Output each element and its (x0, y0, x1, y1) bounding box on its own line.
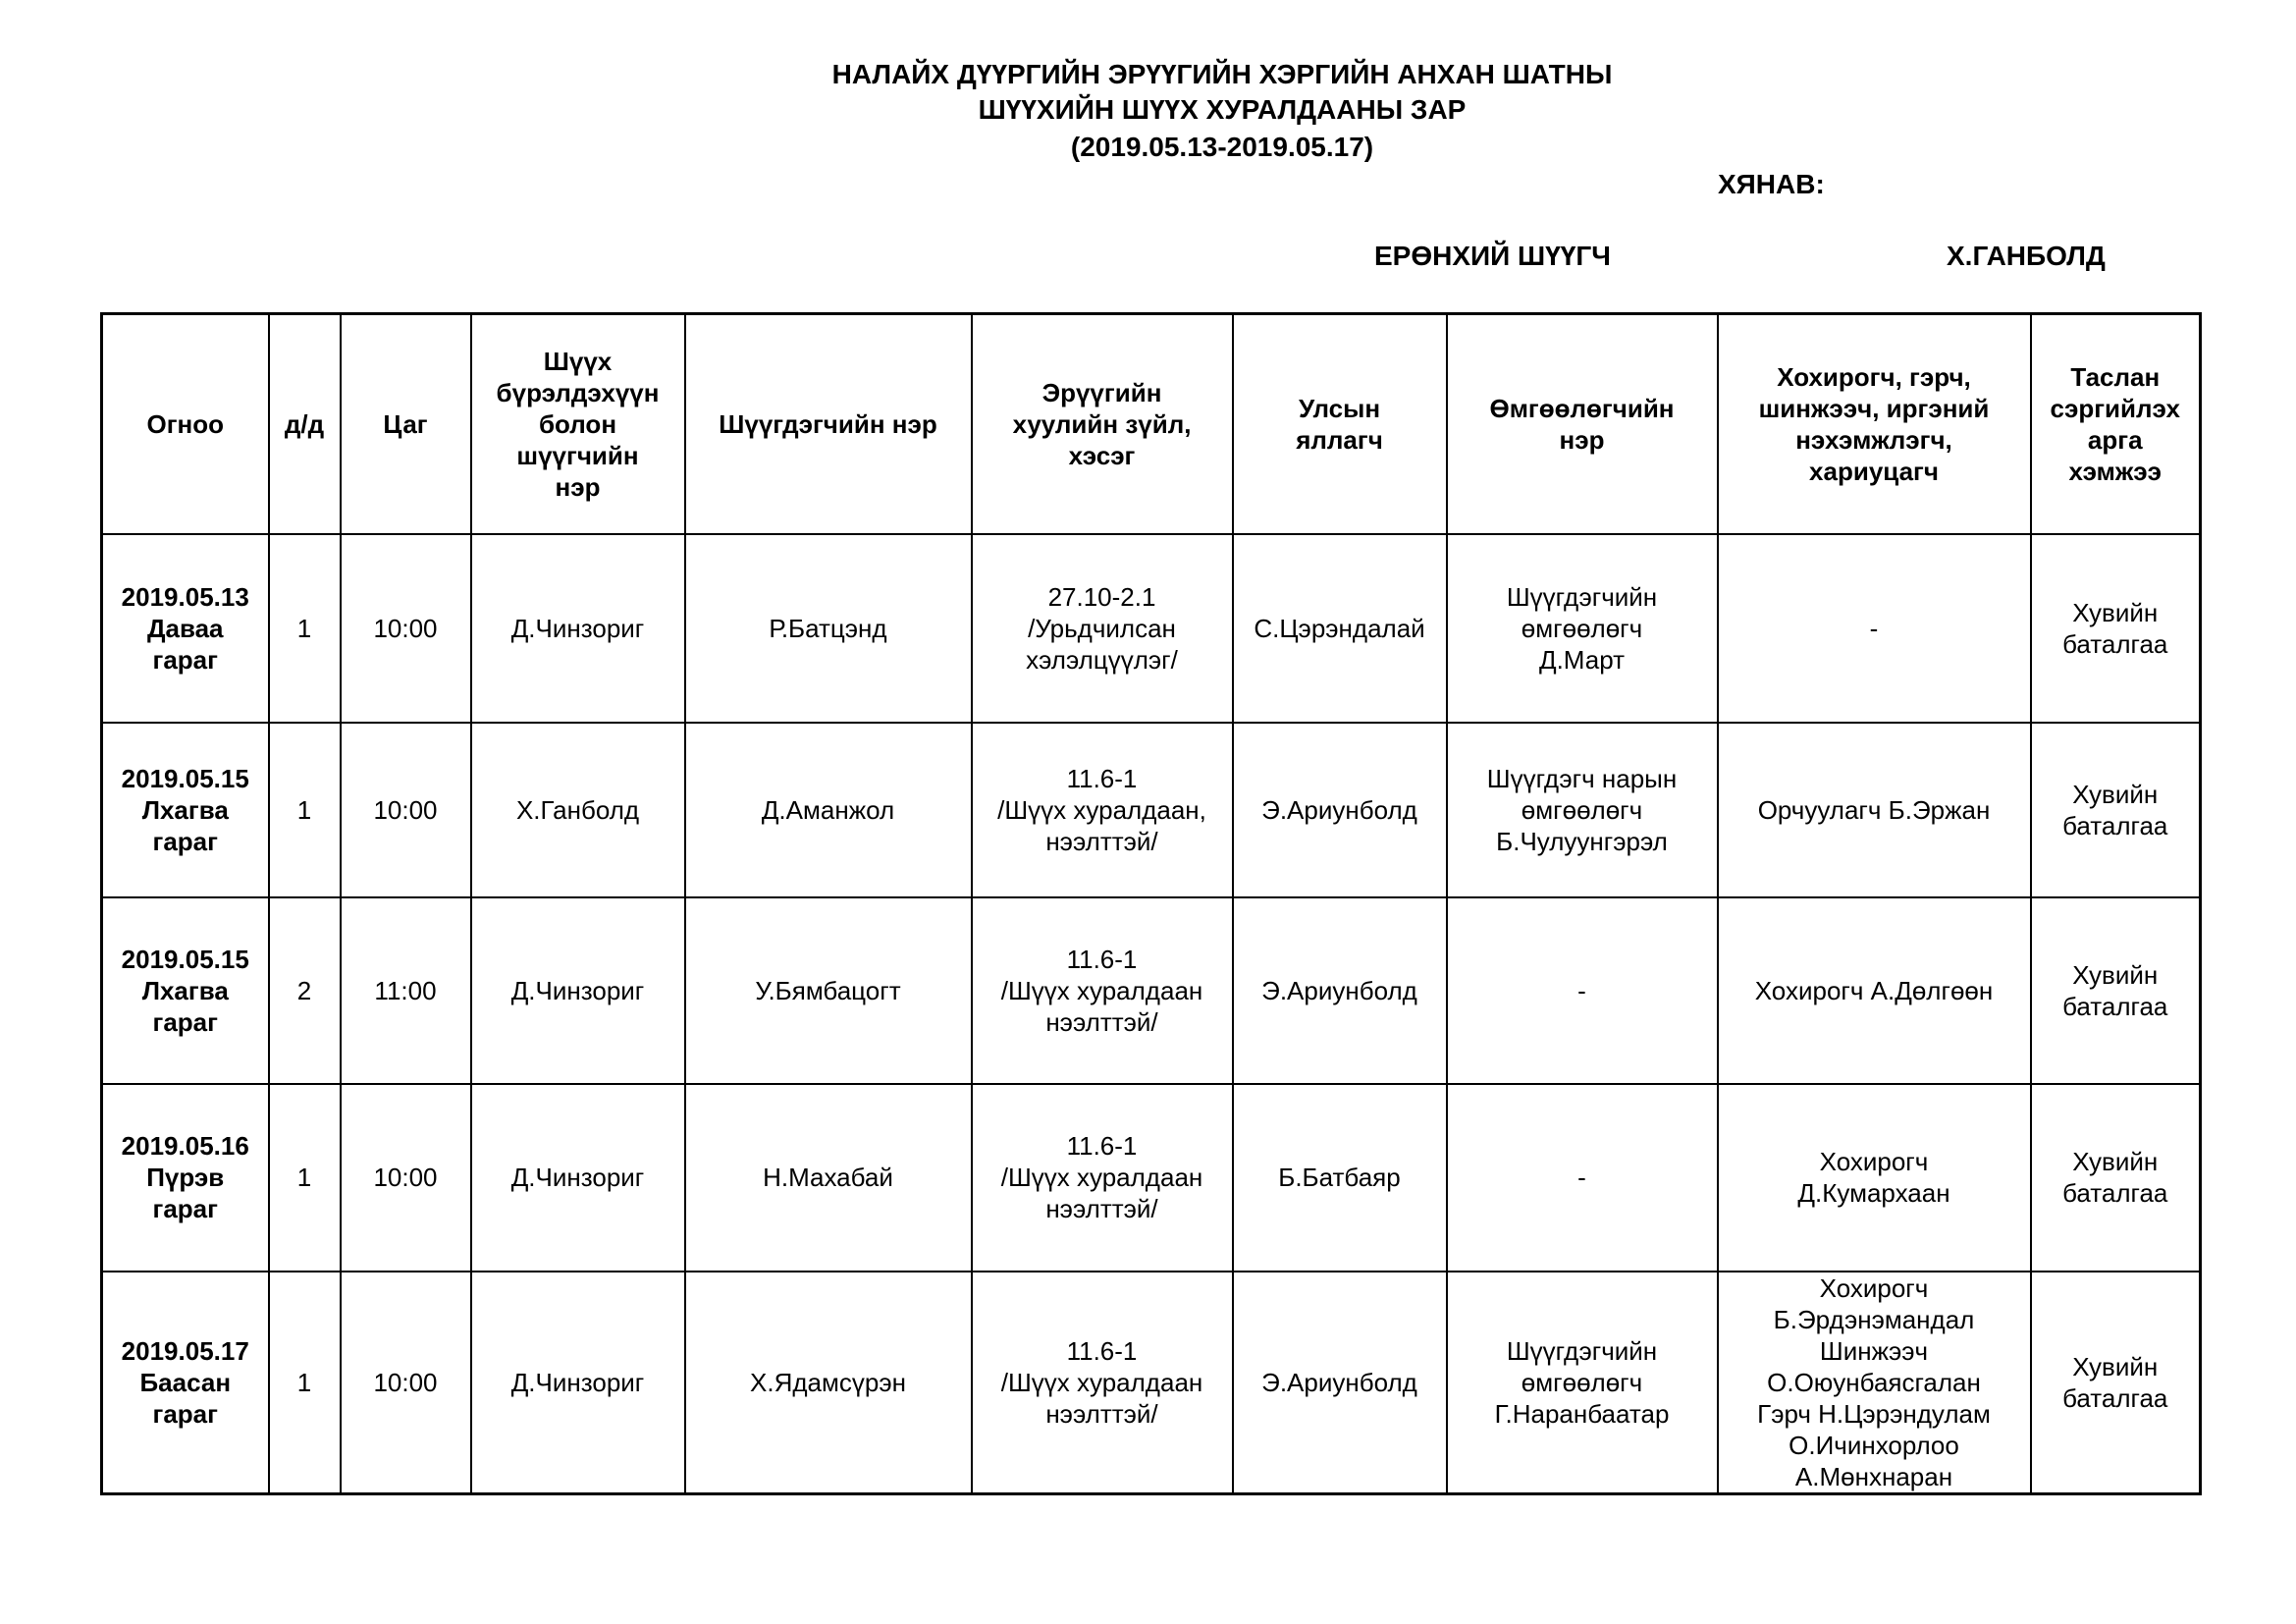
cell-date: 2019.05.17 Баасан гараг (102, 1272, 269, 1494)
cell-judge: Д.Чинзориг (471, 1272, 685, 1494)
cell-prosecutor: Э.Ариунболд (1233, 1272, 1447, 1494)
cell-preventive-measure: Хувийн баталгаа (2031, 723, 2201, 897)
hearing-schedule-table (100, 312, 2202, 1495)
cell-victims-witnesses: Хохирогч Д.Кумархаан (1718, 1084, 2031, 1272)
cell-defendant: Х.Ядамсүрэн (685, 1272, 972, 1494)
cell-date: 2019.05.15 Лхагва гараг (102, 723, 269, 897)
table-row (102, 723, 2201, 897)
chief-judge-label: ЕРӨНХИЙ ШҮҮГЧ (1374, 241, 1611, 271)
table-row (102, 1272, 2201, 1494)
chief-judge-name: Х.ГАНБОЛД (1947, 241, 2106, 271)
cell-defense-attorney: - (1447, 897, 1718, 1084)
cell-time: 10:00 (341, 1272, 471, 1494)
cell-judge: Х.Ганболд (471, 723, 685, 897)
approve-label: ХЯНАВ: (1718, 169, 1825, 199)
column-header-prosecutor: Улсын яллагч (1233, 314, 1447, 534)
cell-number: 1 (269, 534, 341, 723)
cell-preventive-measure: Хувийн баталгаа (2031, 534, 2201, 723)
table-header-row (102, 314, 2201, 534)
cell-number: 1 (269, 1272, 341, 1494)
column-header-victims-witnesses: Хохирогч, гэрч, шинжээч, иргэний нэхэмжлэгч, хариуцагч (1718, 314, 2031, 534)
cell-defendant: У.Бямбацогт (685, 897, 972, 1084)
cell-judge: Д.Чинзориг (471, 534, 685, 723)
cell-judge: Д.Чинзориг (471, 897, 685, 1084)
cell-number: 1 (269, 723, 341, 897)
title-line-1: НАЛАЙХ ДҮҮРГИЙН ЭРҮҮГИЙН ХЭРГИЙН АНХАН ШАТНЫ (831, 59, 1613, 89)
cell-time: 10:00 (341, 1084, 471, 1272)
table-row (102, 1084, 2201, 1272)
table-row (102, 534, 2201, 723)
cell-number: 1 (269, 1084, 341, 1272)
cell-criminal-code-article: 11.6-1 /Шүүх хуралдаан, нээлттэй/ (972, 723, 1233, 897)
column-header-preventive-measure: Таслан сэргийлэх арга хэмжээ (2031, 314, 2201, 534)
column-header-time: Цаг (341, 314, 471, 534)
cell-date: 2019.05.13 Даваа гараг (102, 534, 269, 723)
cell-date: 2019.05.15 Лхагва гараг (102, 897, 269, 1084)
cell-criminal-code-article: 11.6-1 /Шүүх хуралдаан нээлттэй/ (972, 1084, 1233, 1272)
cell-time: 10:00 (341, 534, 471, 723)
cell-judge: Д.Чинзориг (471, 1084, 685, 1272)
cell-time: 11:00 (341, 897, 471, 1084)
table-row (102, 897, 2201, 1084)
cell-defendant: Н.Махабай (685, 1084, 972, 1272)
cell-prosecutor: Б.Батбаяр (1233, 1084, 1447, 1272)
cell-criminal-code-article: 27.10-2.1 /Урьдчилсан хэлэлцүүлэг/ (972, 534, 1233, 723)
cell-prosecutor: Э.Ариунболд (1233, 897, 1447, 1084)
cell-time: 10:00 (341, 723, 471, 897)
column-header-criminal-code-article: Эрүүгийн хуулийн зүйл, хэсэг (972, 314, 1233, 534)
cell-victims-witnesses: Орчуулагч Б.Эржан (1718, 723, 2031, 897)
cell-prosecutor: Э.Ариунболд (1233, 723, 1447, 897)
cell-prosecutor: С.Цэрэндалай (1233, 534, 1447, 723)
cell-defendant: Р.Батцэнд (685, 534, 972, 723)
cell-criminal-code-article: 11.6-1 /Шүүх хуралдаан нээлттэй/ (972, 1272, 1233, 1494)
cell-defendant: Д.Аманжол (685, 723, 972, 897)
column-header-defendant: Шүүгдэгчийн нэр (685, 314, 972, 534)
cell-number: 2 (269, 897, 341, 1084)
column-header-defense-attorney: Өмгөөлөгчийн нэр (1447, 314, 1718, 534)
cell-defense-attorney: - (1447, 1084, 1718, 1272)
cell-preventive-measure: Хувийн баталгаа (2031, 1084, 2201, 1272)
cell-preventive-measure: Хувийн баталгаа (2031, 1272, 2201, 1494)
cell-defense-attorney: Шүүгдэгчийн өмгөөлөгч Г.Наранбаатар (1447, 1272, 1718, 1494)
cell-victims-witnesses: Хохирогч А.Дөлгөөн (1718, 897, 2031, 1084)
cell-defense-attorney: Шүүгдэгчийн өмгөөлөгч Д.Март (1447, 534, 1718, 723)
column-header-judge: Шүүх бүрэлдэхүүн болон шүүгчийн нэр (471, 314, 685, 534)
cell-victims-witnesses: Хохирогч Б.Эрдэнэмандал Шинжээч О.Оюунбаясгалан Гэрч Н.Цэрэндулам О.Ичинхорлоо А.Мөнхнаран (1718, 1272, 2031, 1494)
cell-victims-witnesses: - (1718, 534, 2031, 723)
cell-date: 2019.05.16 Пүрэв гараг (102, 1084, 269, 1272)
column-header-number: д/д (269, 314, 341, 534)
title-line-2: ШҮҮХИЙН ШҮҮХ ХУРАЛДААНЫ ЗАР (978, 94, 1467, 125)
cell-criminal-code-article: 11.6-1 /Шүүх хуралдаан нээлттэй/ (972, 897, 1233, 1084)
cell-preventive-measure: Хувийн баталгаа (2031, 897, 2201, 1084)
title-date-range: (2019.05.13-2019.05.17) (1070, 132, 1374, 162)
cell-defense-attorney: Шүүгдэгч нарын өмгөөлөгч Б.Чулуунгэрэл (1447, 723, 1718, 897)
column-header-date: Огноо (102, 314, 269, 534)
